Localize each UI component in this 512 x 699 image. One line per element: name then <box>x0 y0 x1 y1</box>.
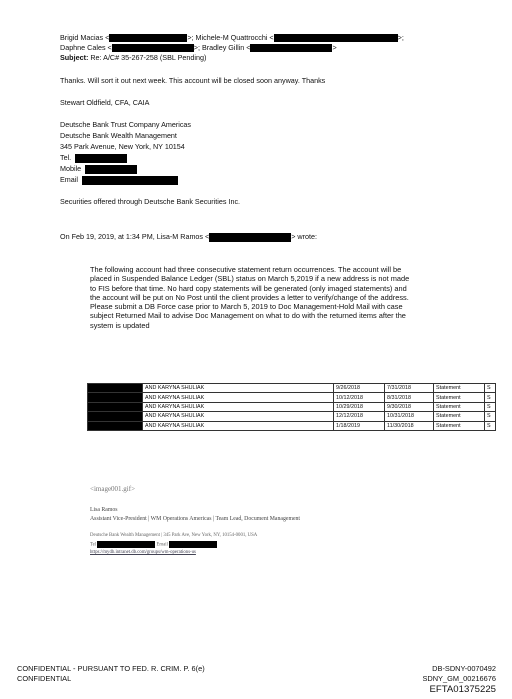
quoted-email-label: Email <box>156 542 168 548</box>
recipient-text: >; <box>397 33 404 42</box>
quoted-signature-org: Deutsche Bank Wealth Management | 345 Park Ave, New York, NY, 10154-0001, USA <box>90 533 258 538</box>
quoted-signature-contact <box>90 541 217 548</box>
table-row <box>88 412 496 421</box>
footer-bates-2: SDNY_GM_00216676 <box>422 674 496 683</box>
table-cell-type: Statement <box>434 421 485 430</box>
recipient-text: > <box>332 43 337 52</box>
signature-mobile <box>60 164 137 174</box>
table-cell-date2: 11/30/2018 <box>385 421 434 430</box>
table-cell-date1: 9/26/2018 <box>334 384 385 393</box>
table-cell-name: AND KARYNA SHULIAK <box>143 412 334 421</box>
recipient-text: Brigid Macias < <box>60 33 110 42</box>
table-cell-type: Statement <box>434 393 485 402</box>
subject-value: Re: A/C# 35-267-258 (SBL Pending) <box>90 53 207 62</box>
redaction-bar <box>85 165 137 174</box>
redaction-bar <box>97 541 155 548</box>
reply-body: Thanks. Will sort it out next week. This account will be closed soon anyway. Thanks <box>60 76 326 85</box>
table-cell-name: AND KARYNA SHULIAK <box>143 402 334 411</box>
to-line-2 <box>60 43 337 52</box>
table-cell-date2: 10/31/2018 <box>385 412 434 421</box>
table-row <box>88 402 496 411</box>
redaction-bar <box>250 44 332 52</box>
subject-line <box>60 53 206 62</box>
table-cell-date2: 8/31/2018 <box>385 393 434 402</box>
table-cell-tail: S <box>485 421 496 430</box>
quoted-signature-name: Lisa Ramos <box>90 507 118 513</box>
table-cell-name: AND KARYNA SHULIAK <box>143 421 334 430</box>
quoted-signature-title: Assistant Vice-President | WM Operations Americas | Team Lead, Document Management <box>90 516 301 522</box>
redaction-bar <box>82 176 178 185</box>
footer-efta-number: EFTA01375225 <box>429 684 496 695</box>
table-cell-date1: 10/29/2018 <box>334 402 385 411</box>
table-row <box>88 393 496 402</box>
recipient-text: >; Michele-M Quattrocchi < <box>187 33 274 42</box>
redaction-bar <box>274 34 398 42</box>
table-cell-type: Statement <box>434 384 485 393</box>
redaction-bar <box>112 44 194 52</box>
recipient-text: >; Bradley Gillin < <box>193 43 251 52</box>
footer-bates-1: DB-SDNY-0070492 <box>432 664 496 673</box>
table-cell-date2: 9/30/2018 <box>385 402 434 411</box>
signature-address: 345 Park Avenue, New York, NY 10154 <box>60 142 185 151</box>
quoted-paragraph: The following account had three consecutive statement return occurrences. The account will be placed in Suspended Balance Ledger (SBL) status on March 5,2019 if a new address is not made to FIS before that time. No hard copy statements will be generated (only imaged statements) and the account will be put on No Post until the client provides a letter to verify/change of the address. Please submit a DB Force case prior to March 5, 2019 to Doc Management-Hold Mail with case subject Returned Mail to advise Doc Management on what to do with the returned items after the system is updated <box>90 265 410 330</box>
table-cell-type: Statement <box>434 402 485 411</box>
subject-label: Subject: <box>60 53 89 62</box>
table-cell-tail: S <box>485 412 496 421</box>
quoted-intro-text: On Feb 19, 2019, at 1:34 PM, Lisa-M Ramos < <box>60 232 210 241</box>
table-row <box>88 421 496 430</box>
securities-disclaimer: Securities offered through Deutsche Bank Securities Inc. <box>60 197 241 206</box>
signature-name: Stewart Oldfield, CFA, CAIA <box>60 98 150 107</box>
quoted-intranet-link[interactable]: https://mydb.intranet.db.com/groups/wm-operations-us <box>90 550 196 555</box>
email-label: Email <box>60 175 78 184</box>
redacted-account-cell <box>88 421 143 430</box>
table-cell-date2: 7/31/2018 <box>385 384 434 393</box>
table-cell-tail: S <box>485 384 496 393</box>
table-cell-date1: 10/12/2018 <box>334 393 385 402</box>
recipient-text: Daphne Cales < <box>60 43 112 52</box>
signature-org-2: Deutsche Bank Wealth Management <box>60 131 177 140</box>
table-cell-name: AND KARYNA SHULIAK <box>143 384 334 393</box>
mobile-label: Mobile <box>60 164 82 173</box>
signature-org-1: Deutsche Bank Trust Company Americas <box>60 120 192 129</box>
redaction-bar <box>75 154 127 163</box>
returned-statements-table <box>87 383 496 431</box>
redacted-account-cell <box>88 393 143 402</box>
redaction-bar <box>209 233 291 242</box>
footer-confidential-2: CONFIDENTIAL <box>17 674 72 683</box>
table-cell-tail: S <box>485 393 496 402</box>
to-line-1 <box>60 33 404 42</box>
quoted-intro-end: > wrote: <box>291 232 317 241</box>
redaction-bar <box>109 34 187 42</box>
table-cell-date1: 1/18/2019 <box>334 421 385 430</box>
table-cell-tail: S <box>485 402 496 411</box>
signature-tel <box>60 153 127 163</box>
table-row <box>88 384 496 393</box>
signature-email <box>60 175 178 185</box>
image-placeholder: <image001.gif> <box>90 485 136 493</box>
redacted-account-cell <box>88 384 143 393</box>
redacted-account-cell <box>88 402 143 411</box>
quoted-tel-label: Tel <box>90 542 97 548</box>
tel-label: Tel. <box>60 153 72 162</box>
redaction-bar <box>169 541 217 548</box>
quoted-intro <box>60 232 317 242</box>
table-cell-date1: 12/12/2018 <box>334 412 385 421</box>
table-cell-type: Statement <box>434 412 485 421</box>
footer-confidential-1: CONFIDENTIAL - PURSUANT TO FED. R. CRIM. P. 6(e) <box>17 664 205 673</box>
table-cell-name: AND KARYNA SHULIAK <box>143 393 334 402</box>
redacted-account-cell <box>88 412 143 421</box>
